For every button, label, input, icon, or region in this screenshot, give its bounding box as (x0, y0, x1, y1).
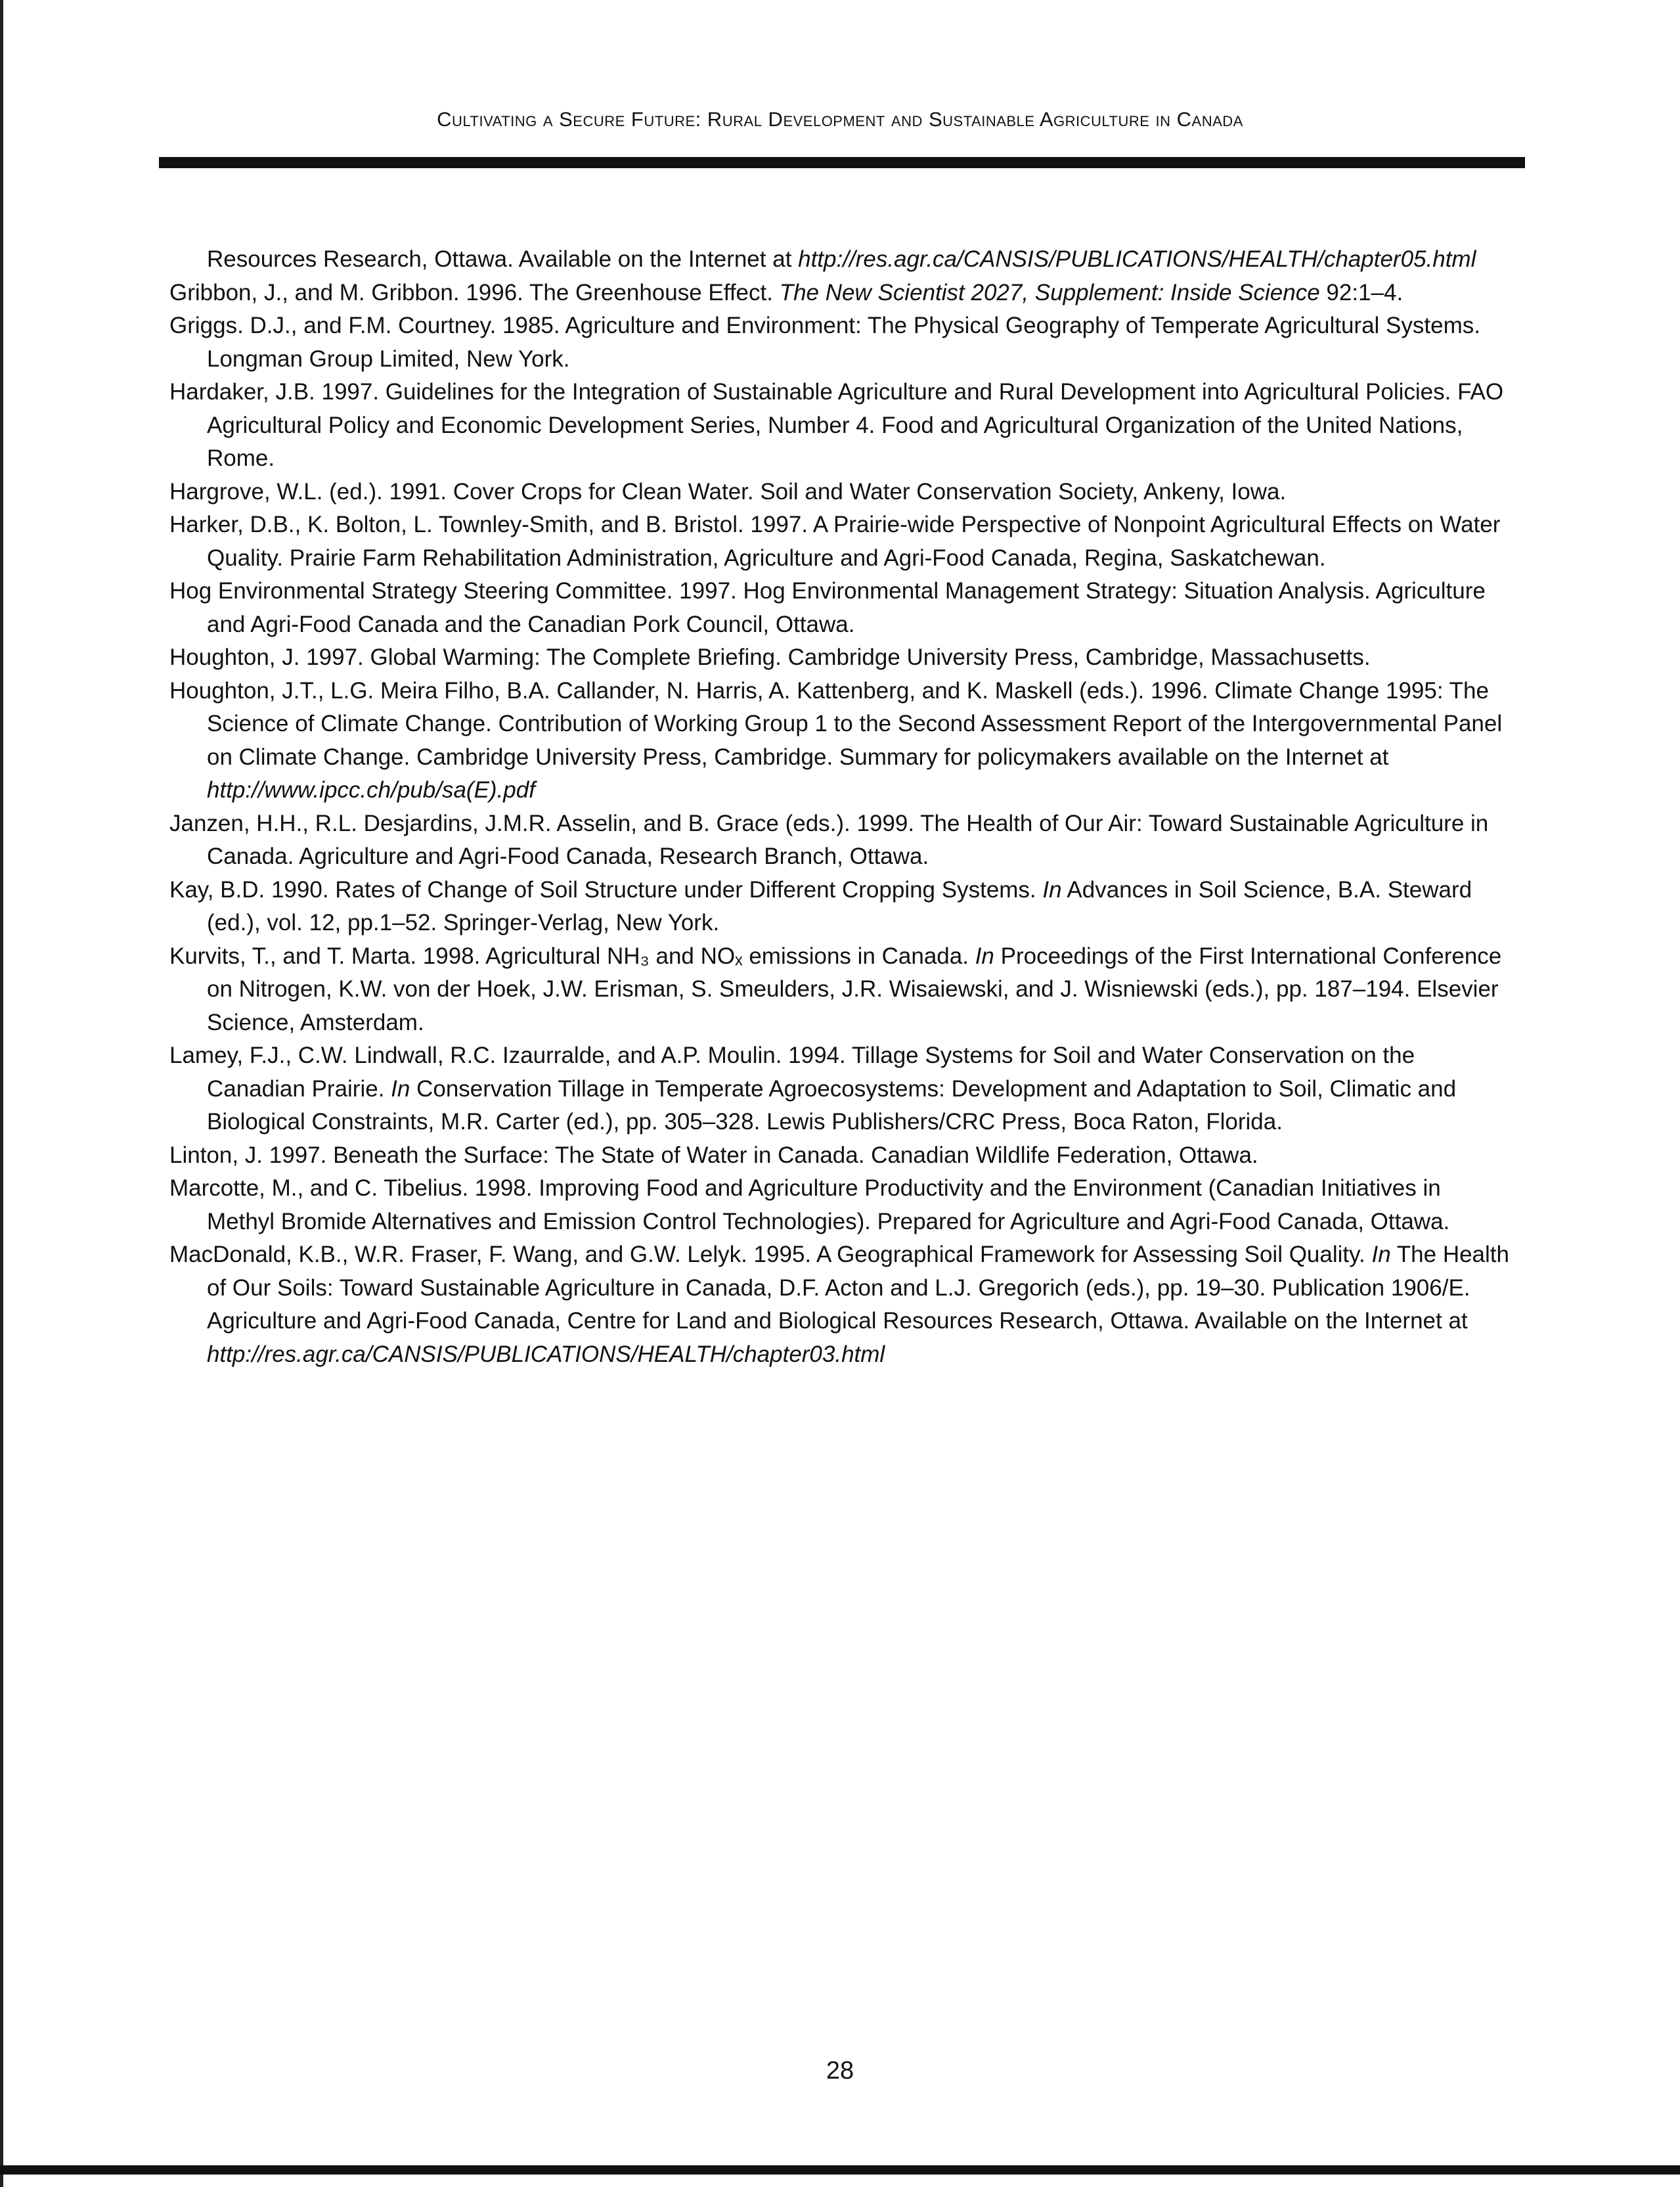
reference-entry: Kurvits, T., and T. Marta. 1998. Agricultural NH₃ and NOₓ emissions in Canada. In Proceedings of the First International Conference on Nitrogen, K.W. von der Hoek, J.W. Erisman, S. Smeulders, J.R. Wisaiewski, and J. Wisniewski (eds.), pp. 187–194. Elsevier Science, Amsterdam. (169, 943, 1502, 1035)
header-rule (159, 157, 1525, 168)
running-head-text: Cultivating a Secure Future: Rural Development and Sustainable Agriculture in Canada (437, 108, 1243, 131)
reference-entry: Marcotte, M., and C. Tibelius. 1998. Improving Food and Agriculture Productivity and the Environment (Canadian Initiatives in Methyl Bromide Alternatives and Emission Control Technologies). Prepared for Agriculture and Agri-Food Canada, Ottawa. (169, 1175, 1450, 1234)
reference-entry: Resources Research, Ottawa. Available on the Internet at http://res.agr.ca/CANSIS/PUBLICATIONS/HEALTH/chapter05.html (207, 246, 1476, 272)
running-head (0, 106, 1680, 133)
reference-entry: Griggs. D.J., and F.M. Courtney. 1985. Agriculture and Environment: The Physical Geography of Temperate Agricultural Systems. Longman Group Limited, New York. (169, 313, 1480, 372)
reference-entry: MacDonald, K.B., W.R. Fraser, F. Wang, and G.W. Lelyk. 1995. A Geographical Framework for Assessing Soil Quality. In The Health of Our Soils: Toward Sustainable Agriculture in Canada, D.F. Acton and L.J. Gregorich (eds.), pp. 19–30. Publication 1906/E. Agriculture and Agri-Food Canada, Centre for Land and Biological Resources Research, Ottawa. Available on the Internet at http://res.agr.ca/CANSIS/PUBLICATIONS/HEALTH/chapter03.html (169, 1242, 1509, 1367)
reference-entry: Lamey, F.J., C.W. Lindwall, R.C. Izaurralde, and A.P. Moulin. 1994. Tillage Systems for Soil and Water Conservation on the Canadian Prairie. In Conservation Tillage in Temperate Agroecosystems: Development and Adaptation to Soil, Climatic and Biological Constraints, M.R. Carter (ed.), pp. 305–328. Lewis Publishers/CRC Press, Boca Raton, Florida. (169, 1043, 1457, 1135)
reference-entry: Gribbon, J., and M. Gribbon. 1996. The Greenhouse Effect. The New Scientist 2027, Supplement: Inside Science 92:1–4. (169, 279, 1404, 305)
reference-entry: Houghton, J.T., L.G. Meira Filho, B.A. Callander, N. Harris, A. Kattenberg, and K. Maskell (eds.). 1996. Climate Change 1995: The Science of Climate Change. Contribution of Working Group 1 to the Second Assessment Report of the Intergovernmental Panel on Climate Change. Cambridge University Press, Cambridge. Summary for policymakers available on the Internet at http://www.ipcc.ch/pub/sa(E).pdf (169, 677, 1503, 803)
reference-entry: Harker, D.B., K. Bolton, L. Townley-Smith, and B. Bristol. 1997. A Prairie-wide Perspective of Nonpoint Agricultural Effects on Water Quality. Prairie Farm Rehabilitation Administration, Agriculture and Agri-Food Canada, Regina, Saskatchewan. (169, 512, 1501, 571)
reference-entry: Hargrove, W.L. (ed.). 1991. Cover Crops for Clean Water. Soil and Water Conservation Society, Ankeny, Iowa. (169, 478, 1287, 505)
reference-entry: Hardaker, J.B. 1997. Guidelines for the Integration of Sustainable Agriculture and Rural Development into Agricultural Policies. FAO Agricultural Policy and Economic Development Series, Number 4. Food and Agricultural Organization of the United Nations, Rome. (169, 379, 1504, 471)
footer-rule (0, 2165, 1680, 2175)
page-number: 28 (826, 2057, 854, 2085)
reference-entry: Janzen, H.H., R.L. Desjardins, J.M.R. Asselin, and B. Grace (eds.). 1999. The Health of Our Air: Toward Sustainable Agriculture in Canada. Agriculture and Agri-Food Canada, Research Branch, Ottawa. (169, 810, 1489, 869)
scan-edge (0, 0, 3, 2187)
reference-entry: Kay, B.D. 1990. Rates of Change of Soil Structure under Different Cropping Systems. In Advances in Soil Science, B.A. Steward (ed.), vol. 12, pp.1–52. Springer-Verlag, New York. (169, 876, 1472, 936)
reference-entry: Hog Environmental Strategy Steering Committee. 1997. Hog Environmental Management Strategy: Situation Analysis. Agriculture and Agri-Food Canada and the Canadian Pork Council, Ottawa. (169, 578, 1486, 637)
reference-entry: Houghton, J. 1997. Global Warming: The Complete Briefing. Cambridge University Press, Cambridge, Massachusetts. (169, 644, 1371, 670)
reference-list (169, 243, 1509, 1371)
reference-entry: Linton, J. 1997. Beneath the Surface: The State of Water in Canada. Canadian Wildlife Federation, Ottawa. (169, 1142, 1258, 1168)
